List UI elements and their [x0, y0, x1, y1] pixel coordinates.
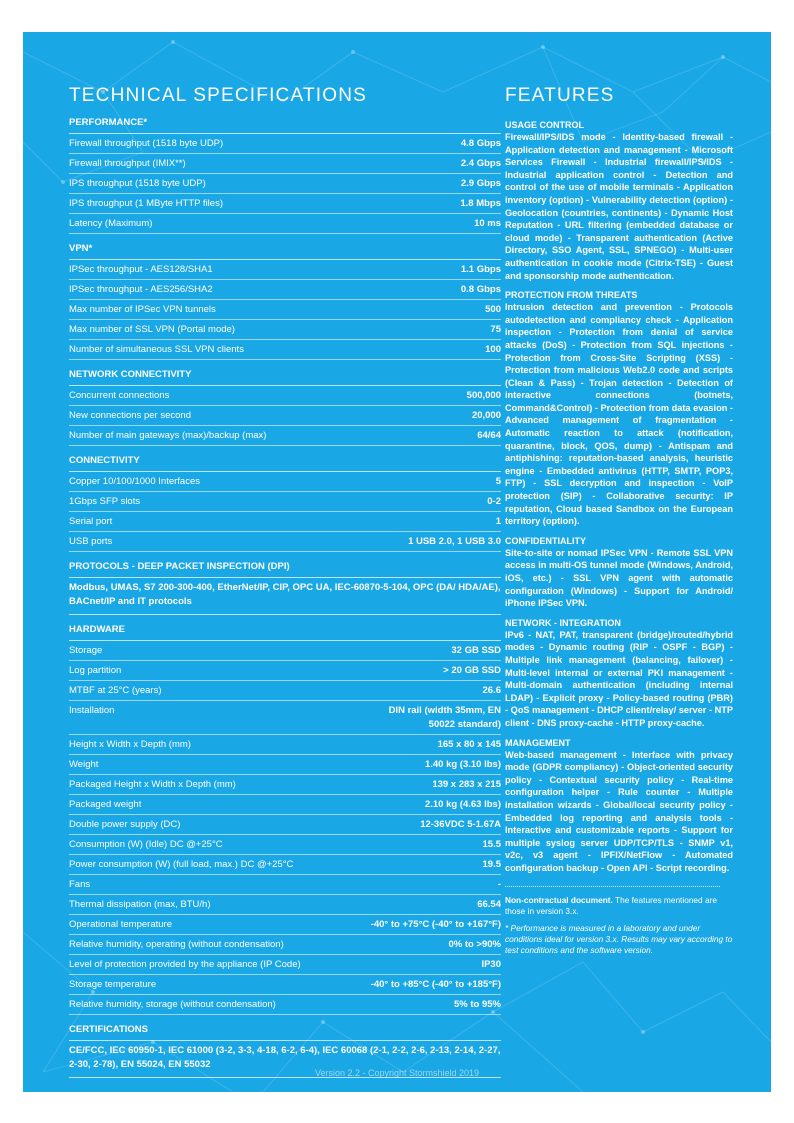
spec-value: 64/64: [477, 429, 501, 441]
spec-row: [69, 340, 501, 360]
spec-value: IP30: [481, 958, 501, 970]
performance-footnote: [505, 923, 733, 956]
feature-heading: NETWORK - INTEGRATION: [505, 617, 621, 628]
spec-label: Number of simultaneous SSL VPN clients: [69, 343, 244, 355]
spec-section: [69, 243, 501, 360]
feature-heading: MANAGEMENT: [505, 737, 571, 748]
feature-heading: CONFIDENTIALITY: [505, 535, 586, 546]
spec-label: Serial port: [69, 515, 113, 527]
spec-row: [69, 134, 501, 154]
spec-section: [69, 561, 501, 615]
spec-label: Relative humidity, storage (without condensation): [69, 998, 276, 1010]
spec-label: New connections per second: [69, 409, 191, 421]
spec-value: 2.9 Gbps: [460, 177, 501, 189]
spec-label: MTBF at 25°C (years): [69, 684, 162, 696]
spec-section: [69, 117, 501, 234]
spec-label: Firewall throughput (1518 byte UDP): [69, 137, 224, 149]
spec-row: [69, 386, 501, 406]
spec-row: [69, 701, 501, 735]
spec-label: Installation: [69, 704, 115, 716]
spec-value: 2.10 kg (4.63 lbs): [424, 798, 501, 810]
feature-heading: USAGE CONTROL: [505, 120, 585, 130]
disclaimer-bold: Non-contractual document.: [505, 895, 613, 906]
spec-section-heading: PERFORMANCE*: [69, 117, 501, 134]
spec-value: 12-36VDC 5-1.67A: [420, 818, 501, 830]
spec-value: 19.5: [482, 858, 501, 870]
spec-section-heading: CERTIFICATIONS: [69, 1024, 501, 1041]
spec-value: -40° to +85°C (-40° to +185°F): [370, 978, 501, 990]
spec-row: [69, 835, 501, 855]
spec-value: 165 x 80 x 145: [437, 738, 501, 750]
spec-row: [69, 795, 501, 815]
spec-value: -40° to +75°C (-40° to +167°F): [370, 918, 501, 930]
spec-row: [69, 681, 501, 701]
spec-row: [69, 426, 501, 446]
spec-row: [69, 735, 501, 755]
spec-row: [69, 174, 501, 194]
spec-section: [69, 369, 501, 446]
features-list: [505, 119, 733, 874]
spec-value: 1.1 Gbps: [460, 263, 501, 275]
spec-label: Height x Width x Depth (mm): [69, 738, 191, 750]
spec-value: 500,000: [466, 389, 501, 401]
disclaimer-note: [505, 895, 733, 917]
spec-label: Packaged weight: [69, 798, 142, 810]
spec-label: Double power supply (DC): [69, 818, 181, 830]
spec-label: Max number of IPSec VPN tunnels: [69, 303, 216, 315]
spec-row: [69, 755, 501, 775]
spec-row: [69, 955, 501, 975]
spec-row: [69, 154, 501, 174]
feature-text: Site-to-site or nomad IPSec VPN - Remote SSL VPN access in multi-OS tunnel mode (Windows, Android, iOS, etc.) - SSL VPN agent with automatic configuration (Windows) - Support for Android/ iPhone IPSec VPN.: [505, 547, 733, 609]
spec-value: 75: [490, 323, 501, 335]
dotted-divider: [505, 886, 720, 887]
spec-section-heading: NETWORK CONNECTIVITY: [69, 369, 501, 386]
spec-value: 4.8 Gbps: [460, 137, 501, 149]
spec-row: [69, 875, 501, 895]
spec-label: Level of protection provided by the appliance (IP Code): [69, 958, 301, 970]
spec-label: Weight: [69, 758, 99, 770]
technical-specifications-column: [69, 84, 501, 1087]
spec-label: Relative humidity, operating (without condensation): [69, 938, 284, 950]
spec-label: USB ports: [69, 535, 113, 547]
spec-value: 5: [495, 475, 501, 487]
spec-value: 139 x 283 x 215: [432, 778, 501, 790]
spec-row: [69, 935, 501, 955]
feature-text: Intrusion detection and prevention - Protocols autodetection and compliancy check - Application inspection - Protection from denial of service attacks (DoS) - Protection from SQL injections - Protection from Cross-Site Scripting (XSS) - Protection from malicious Web2.0 code and scripts (Clean & Pass) - Trojan detection - Detection of interactive connections (botnets, Command&Control) - Protection from data evasion - Advanced management of fragmentation - Automatic reaction to attack (notification, quarantine, block, QOS, dump) - Antispam and antiphishing: reputation-based analysis, heuristic engine - Embedded antivirus (HTTP, SMTP, POP3, FTP) - SSL decryption and inspection - VoIP protection (SIP) - Collaborative security: IP reputation, Cloud based Sandbox on the European territory (option).: [505, 302, 733, 527]
spec-row: [69, 280, 501, 300]
spec-row: [69, 975, 501, 995]
spec-row: [69, 995, 501, 1015]
spec-value: 0.8 Gbps: [460, 283, 501, 295]
spec-value: 15.5: [482, 838, 501, 850]
feature-text: Firewall/IPS/IDS mode - Identity-based firewall - Application detection and management - Microsoft Services Firewall - Industrial firewall/IPS/IDS - Industrial application control - Detection and control of the use of mobile terminals - Application inventory (option) - Vulnerability detection (option) - Geolocation (countries, continents) - Dynamic Host Reputation - URL filtering (embedded database or cloud mode) - Transparent authentication (Active Directory, SSO Agent, SSL, SPNEGO) - Multi-user authentication in cookie mode (Citrix-TSE) - Guest and sponsorship mode authentication.: [505, 132, 733, 281]
spec-value: 500: [485, 303, 501, 315]
spec-label: Thermal dissipation (max, BTU/h): [69, 898, 211, 910]
spec-row: [69, 214, 501, 234]
spec-section-heading: CONNECTIVITY: [69, 455, 501, 472]
spec-value: DIN rail (width 35mm, EN 50022 standard): [388, 704, 501, 730]
spec-section: [69, 624, 501, 1015]
spec-value: 1 USB 2.0, 1 USB 3.0: [408, 535, 501, 547]
spec-section: [69, 455, 501, 552]
spec-row: [69, 775, 501, 795]
spec-row: [69, 472, 501, 492]
spec-label: 1Gbps SFP slots: [69, 495, 141, 507]
feature-text: Web-based management - Interface with privacy mode (GDPR compliancy) - Object-oriented security policy - Contextual security policy - Real-time configuration helper - Rule counter - Multiple installation wizards - Global/local security policy - Embedded log reporting and analysis tools - Interactive and customizable reports - Support for multiple syslog server UDP/TCP/TLS - SNMP v1, v2c, v3 agent - IPFIX/NetFlow - Automated configuration backup - Open API - Script recording.: [505, 749, 733, 873]
spec-row: [69, 194, 501, 214]
spec-label: Concurrent connections: [69, 389, 170, 401]
spec-section-heading: VPN*: [69, 243, 501, 260]
spec-value: -: [497, 878, 501, 890]
specs-list: [69, 117, 501, 1078]
spec-row: [69, 641, 501, 661]
spec-label: Firewall throughput (IMIX**): [69, 157, 186, 169]
spec-row: [69, 915, 501, 935]
spec-value: 20,000: [471, 409, 501, 421]
spec-row: [69, 532, 501, 552]
spec-row: [69, 512, 501, 532]
spec-section-text: CE/FCC, IEC 60950-1, IEC 61000 (3-2, 3-3, 4-18, 6-2, 6-4), IEC 60068 (2-1, 2-2, 2-6, 2-13, 2-14, 2-27, 2-30, 2-78), EN 55024, EN 55032: [69, 1041, 501, 1078]
spec-label: Operational temperature: [69, 918, 172, 930]
spec-row: [69, 661, 501, 681]
spec-label: Packaged Height x Width x Depth (mm): [69, 778, 236, 790]
disclaimer-text: The features mentioned are those in version 3.x.: [505, 895, 717, 917]
spec-section-heading: HARDWARE: [69, 624, 501, 641]
spec-row: [69, 895, 501, 915]
spec-label: IPS throughput (1 MByte HTTP files): [69, 197, 223, 209]
spec-label: Max number of SSL VPN (Portal mode): [69, 323, 235, 335]
spec-label: Latency (Maximum): [69, 217, 153, 229]
specs-title: TECHNICAL SPECIFICATIONS: [69, 85, 368, 106]
spec-section-heading: PROTOCOLS - DEEP PACKET INSPECTION (DPI): [69, 561, 501, 578]
spec-row: [69, 300, 501, 320]
spec-label: IPSec throughput - AES256/SHA2: [69, 283, 213, 295]
spec-value: 66.54: [477, 898, 501, 910]
spec-section-text: Modbus, UMAS, S7 200-300-400, EtherNet/IP, CIP, OPC UA, IEC-60870-5-104, OPC (DA/ HDA/AE), BACnet/IP and IT protocols: [69, 578, 501, 615]
feature-text: IPv6 - NAT, PAT, transparent (bridge)/routed/hybrid modes - Dynamic routing (RIP - OSPF - BGP) - Multiple link management (balancing, failover) - Multi-level internal or external PKI management - Multi-domain authentication (including internal LDAP) - Explicit proxy - Policy-based routing (PBR) - QoS management - DHCP client/relay/ server - NTP client - DNS proxy-cache - HTTP proxy-cache.: [505, 629, 733, 728]
spec-value: 100: [485, 343, 501, 355]
spec-value: 2.4 Gbps: [460, 157, 501, 169]
spec-label: Storage: [69, 644, 103, 656]
spec-value: > 20 GB SSD: [443, 664, 501, 676]
spec-label: IPS throughput (1518 byte UDP): [69, 177, 206, 189]
spec-value: 5% to 95%: [454, 998, 501, 1010]
spec-value: 0-2: [487, 495, 501, 507]
copyright-footer: Version 2.2 - Copyright Stormshield 2019: [314, 1068, 480, 1078]
spec-value: 32 GB SSD: [451, 644, 501, 656]
spec-value: 1.40 kg (3.10 lbs): [424, 758, 501, 770]
spec-row: [69, 320, 501, 340]
features-title: FEATURES: [505, 85, 615, 106]
spec-row: [69, 815, 501, 835]
spec-label: Copper 10/100/1000 Interfaces: [69, 475, 200, 487]
features-column: [505, 84, 733, 962]
spec-row: [69, 406, 501, 426]
spec-label: Storage temperature: [69, 978, 157, 990]
spec-label: Log partition: [69, 664, 122, 676]
spec-value: 0% to >90%: [448, 938, 501, 950]
feature-heading: PROTECTION FROM THREATS: [505, 290, 638, 301]
spec-row: [69, 855, 501, 875]
brochure-panel: [23, 32, 771, 1092]
spec-label: Power consumption (W) (full load, max.) DC @+25°C: [69, 858, 294, 870]
spec-value: 10 ms: [474, 217, 501, 229]
spec-value: 1: [495, 515, 501, 527]
spec-label: Consumption (W) (Idle) DC @+25°C: [69, 838, 223, 850]
spec-label: IPSec throughput - AES128/SHA1: [69, 263, 213, 275]
spec-value: 26.6: [482, 684, 501, 696]
spec-value: 1.8 Mbps: [460, 197, 501, 209]
spec-label: Number of main gateways (max)/backup (max): [69, 429, 267, 441]
spec-row: [69, 260, 501, 280]
spec-label: Fans: [69, 878, 91, 890]
spec-row: [69, 492, 501, 512]
performance-footnote-text: * Performance is measured in a laboratory and under conditions ideal for version 3.x. Results may vary according to test conditions and the software version.: [505, 923, 733, 956]
